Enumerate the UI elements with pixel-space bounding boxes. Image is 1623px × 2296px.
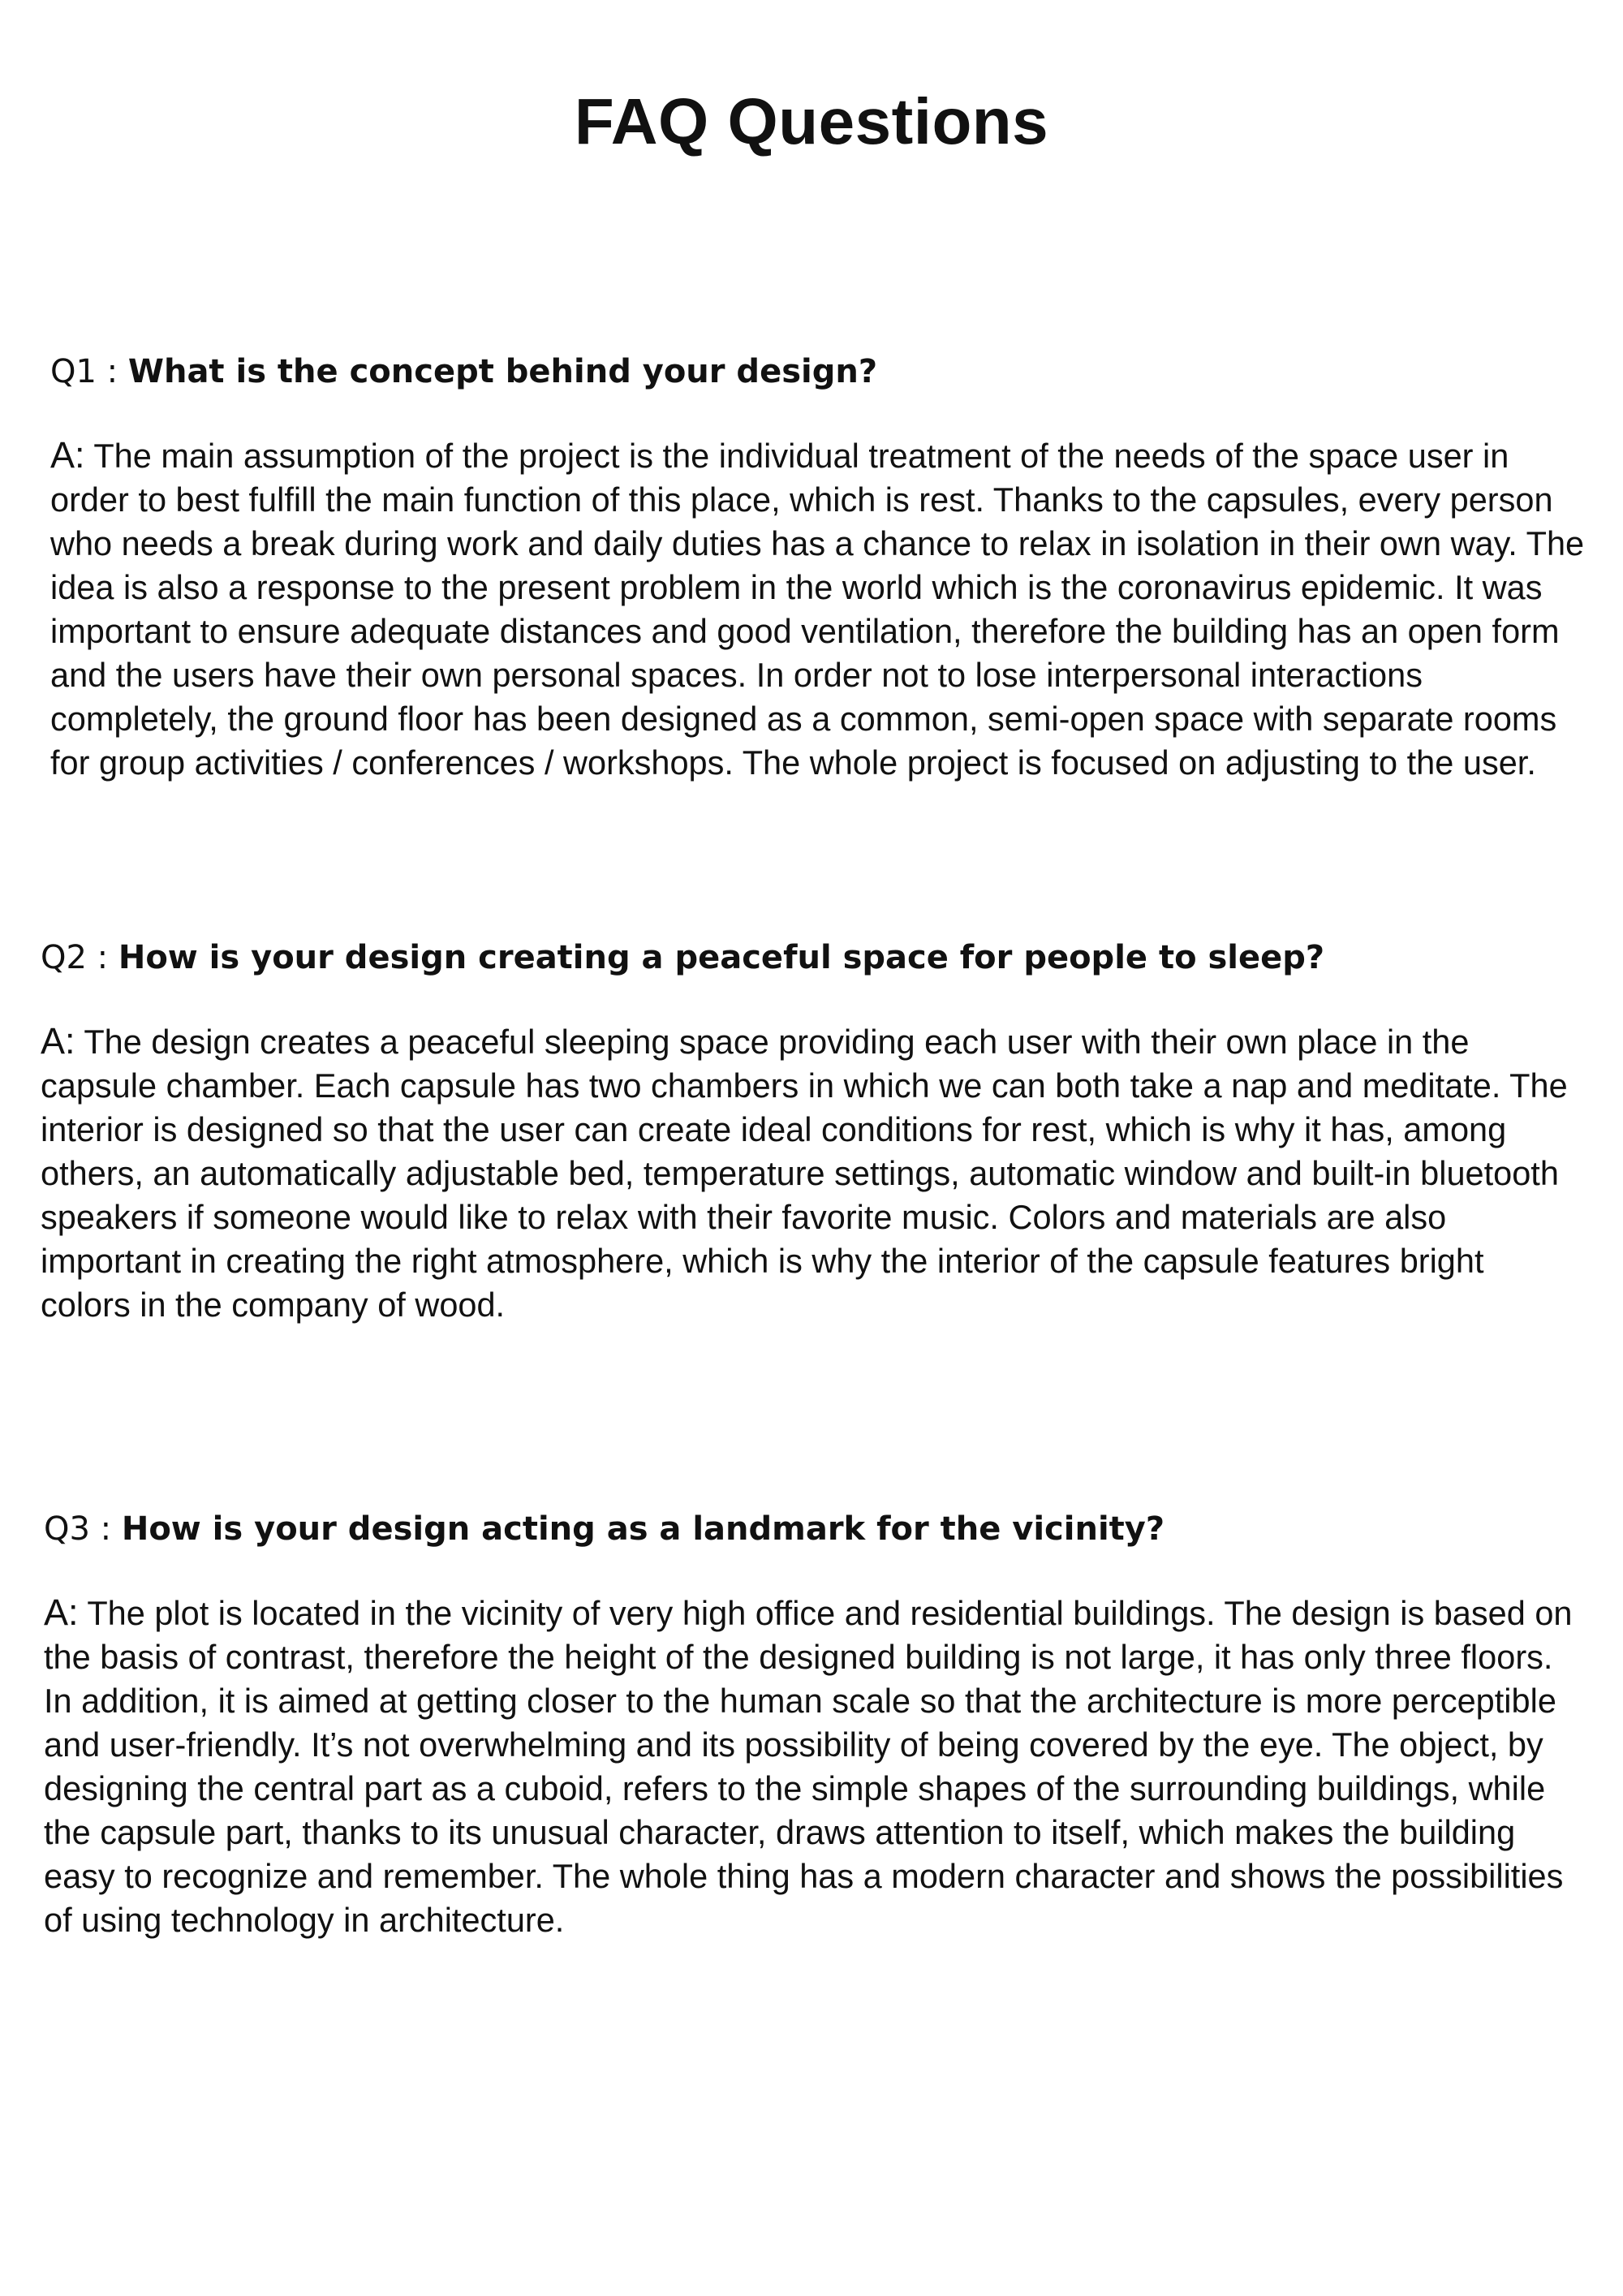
answer-3 xyxy=(44,1591,1586,1942)
question-3 xyxy=(44,1508,1586,1550)
question-3-label: Q3 : xyxy=(44,1510,112,1548)
answer-2-label: A: xyxy=(41,1020,75,1062)
answer-1 xyxy=(50,433,1592,785)
answer-3-label: A: xyxy=(44,1592,79,1633)
faq-item-1 xyxy=(50,351,1592,785)
question-2-label: Q2 : xyxy=(41,939,109,976)
page-title: FAQ Questions xyxy=(574,85,1049,157)
question-2-text: How is your design creating a peaceful space for people to sleep? xyxy=(118,939,1325,976)
question-1-text: What is the concept behind your design? xyxy=(127,353,878,390)
question-1 xyxy=(50,351,1592,393)
question-2 xyxy=(41,937,1582,979)
answer-1-text: The main assumption of the project is the individual treatment of the needs of the space user in order to best fulfill the main function of this place, which is rest. Thanks to the capsules, every person who needs a break during work and daily duties has a chance to relax in isolation in their own way. The idea is also a response to the present problem in the world which is the coronavirus epidemic. It was important to ensure adequate distances and good ventilation, therefore the building has an open form and the users have their own personal spaces. In order not to lose interpersonal interactions completely, the ground floor has been designed as a common, semi-open space with separate rooms for group activities / conferences / workshops. The whole project is focused on adjusting to the user. xyxy=(50,437,1585,782)
question-1-label: Q1 : xyxy=(50,353,118,390)
answer-3-text: The plot is located in the vicinity of very high office and residential buildings. The design is based on the basis of contrast, therefore the height of the designed building is not large, it has only three floors. In addition, it is aimed at getting closer to the human scale so that the architecture is more perceptible and user-friendly. It’s not overwhelming and its possibility of being covered by the eye. The object, by designing the central part as a cuboid, refers to the simple shapes of the surrounding buildings, while the capsule part, thanks to its unusual character, draws attention to itself, which makes the building easy to recognize and remember. The whole thing has a modern character and shows the possibilities of using technology in architecture. xyxy=(44,1594,1573,1939)
question-3-text: How is your design acting as a landmark for the vicinity? xyxy=(121,1510,1165,1548)
answer-1-label: A: xyxy=(50,434,85,476)
faq-item-2 xyxy=(41,937,1582,1327)
answer-2 xyxy=(41,1019,1582,1327)
faq-item-3 xyxy=(44,1508,1586,1942)
answer-2-text: The design creates a peaceful sleeping space providing each user with their own place in the capsule chamber. Each capsule has two chambers in which we can both take a nap and meditate. The interior is designed so that the user can create ideal conditions for rest, which is why it has, among others, an automatically adjustable bed, temperature settings, automatic window and built-in bluetooth speakers if someone would like to relax with their favorite music. Colors and materials are also important in creating the right atmosphere, which is why the interior of the capsule features bright colors in the company of wood. xyxy=(41,1023,1568,1324)
